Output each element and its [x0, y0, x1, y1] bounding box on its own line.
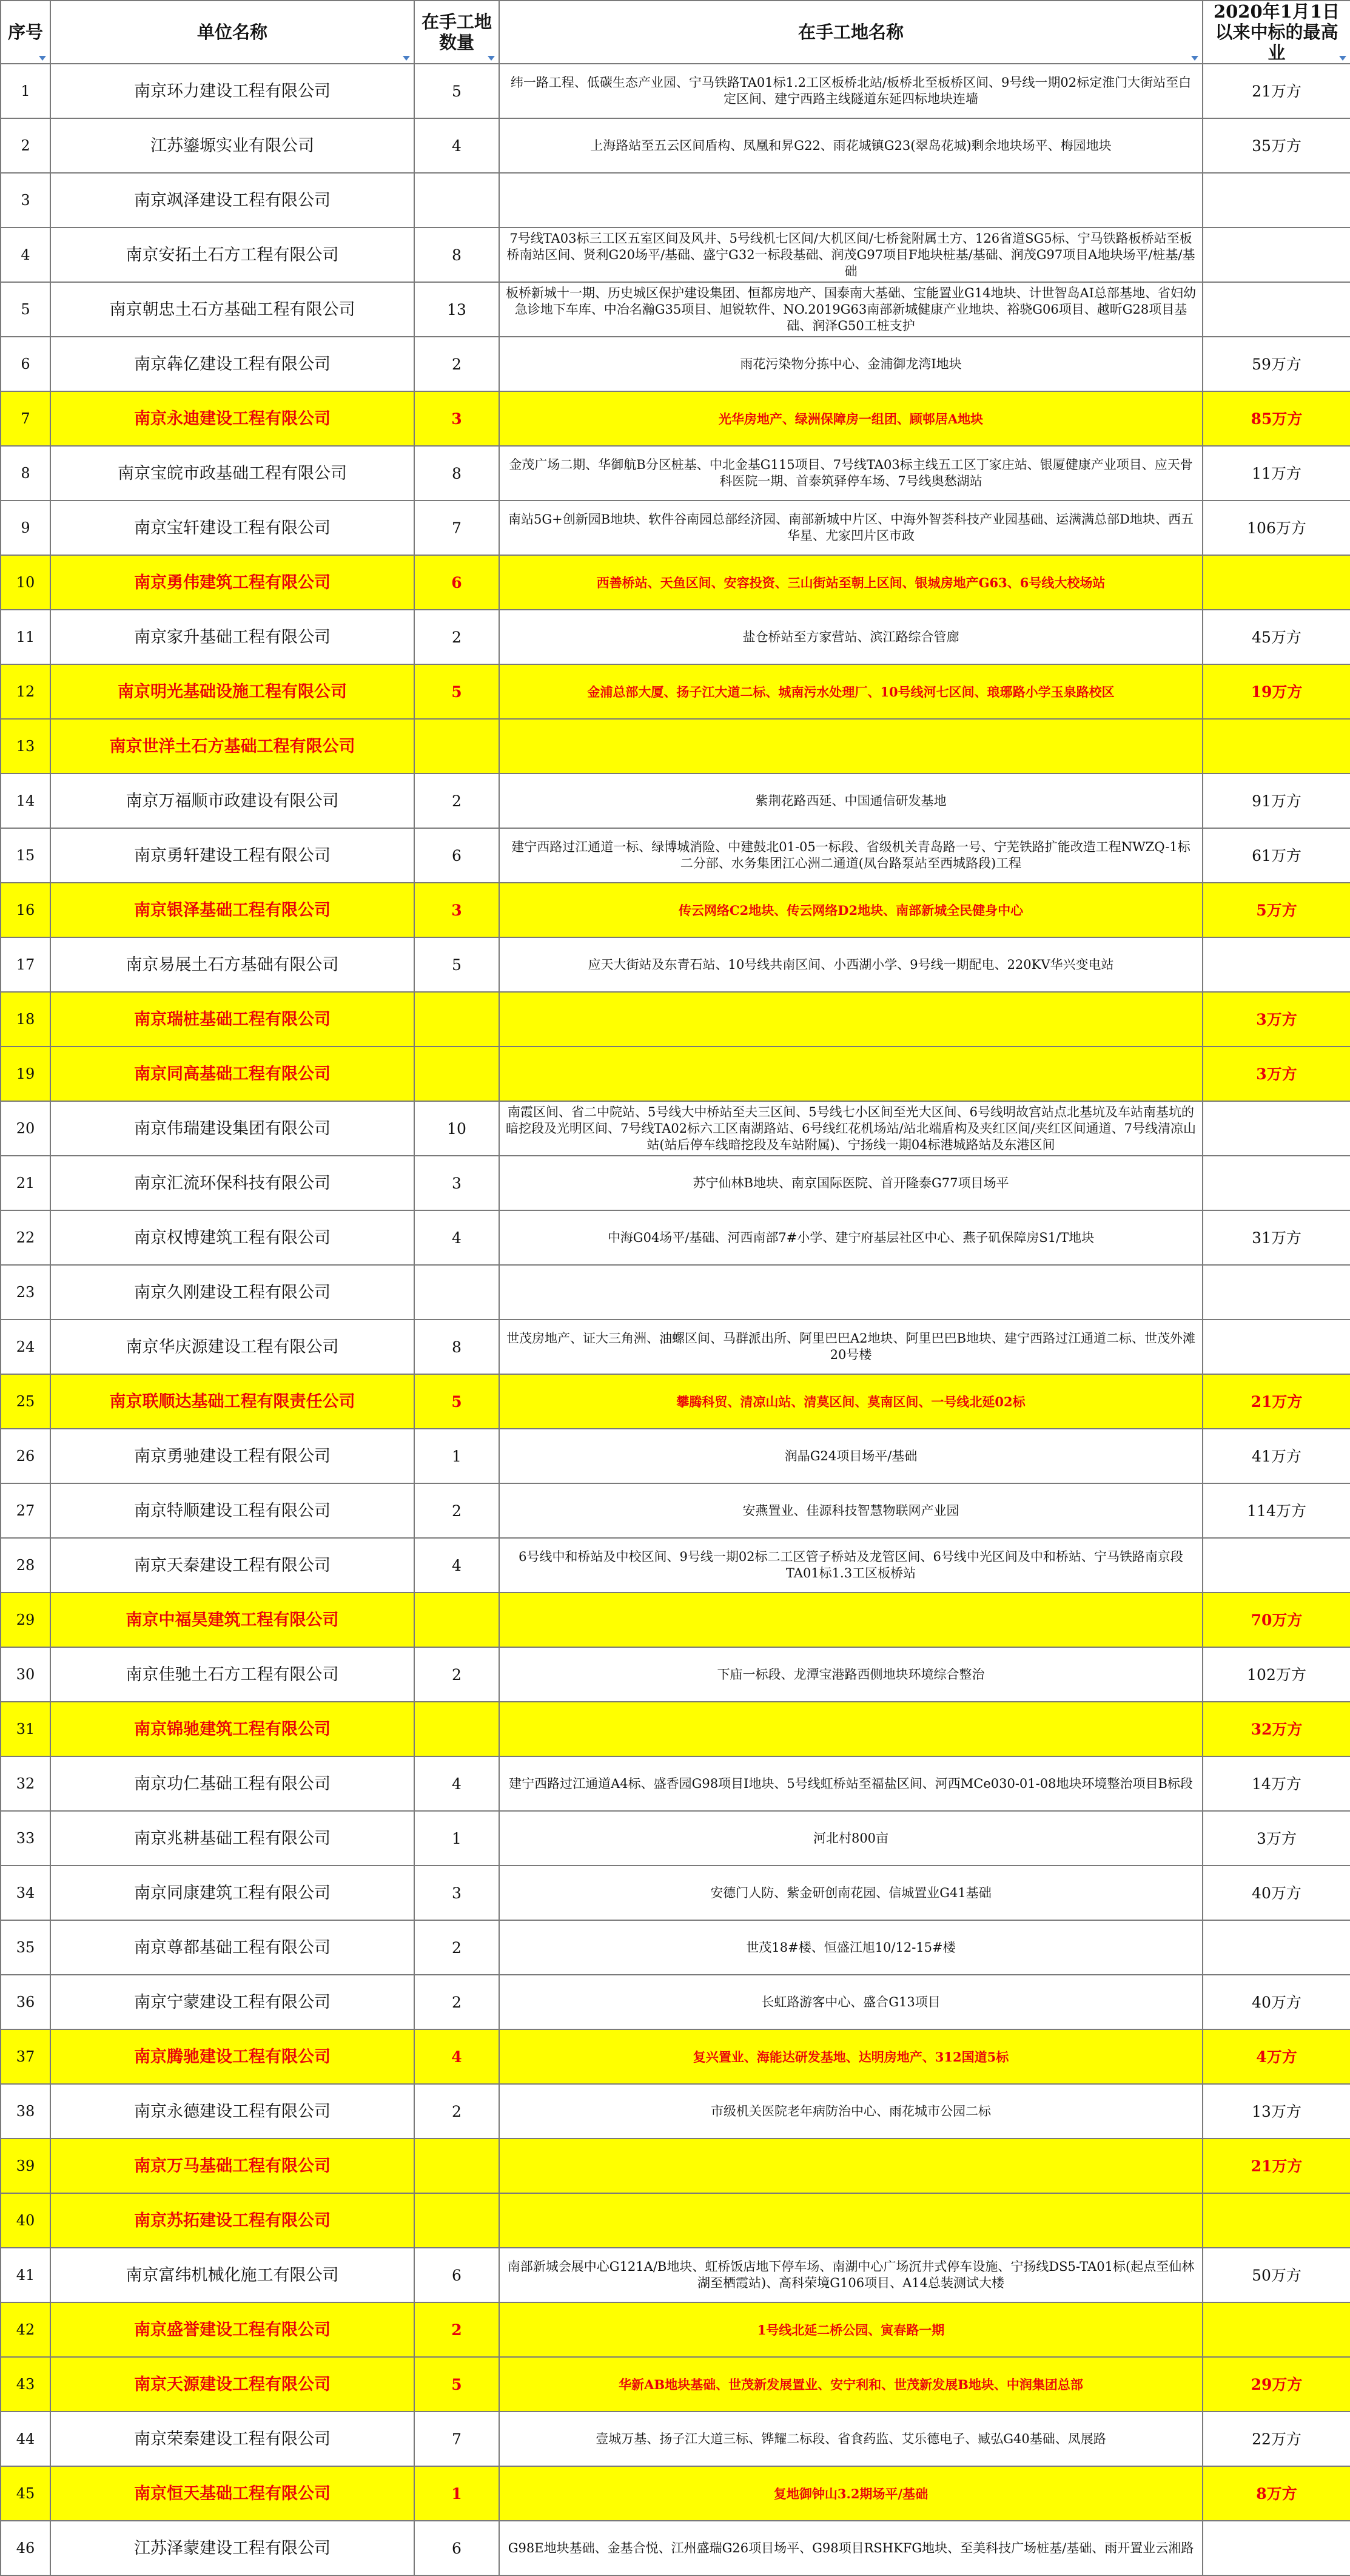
cell-company-name[interactable]: 南京飒泽建设工程有限公司 [50, 173, 414, 228]
cell-seq[interactable]: 39 [1, 2139, 50, 2193]
cell-max-bid[interactable]: 40万方 [1203, 1975, 1350, 2029]
cell-site-count[interactable]: 6 [414, 828, 499, 883]
cell-max-bid[interactable] [1203, 2193, 1350, 2248]
cell-site-names[interactable]: 润晶G24项目场平/基础 [499, 1429, 1203, 1483]
cell-seq[interactable]: 38 [1, 2084, 50, 2139]
table-row [1, 1047, 1350, 1101]
cell-company-name[interactable]: 南京权博建筑工程有限公司 [50, 1210, 414, 1265]
cell-seq[interactable]: 20 [1, 1101, 50, 1156]
table-row [1, 828, 1350, 883]
cell-max-bid[interactable]: 70万方 [1203, 1593, 1350, 1647]
cell-seq[interactable]: 40 [1, 2193, 50, 2248]
header-count[interactable] [414, 1, 499, 64]
table-row [1, 1265, 1350, 1320]
cell-site-count[interactable] [414, 992, 499, 1047]
cell-company-name[interactable]: 南京明光基础设施工程有限公司 [50, 664, 414, 719]
cell-max-bid[interactable]: 19万方 [1203, 664, 1350, 719]
header-name[interactable] [50, 1, 414, 64]
cell-company-name[interactable]: 南京佳驰土石方工程有限公司 [50, 1647, 414, 1702]
cell-max-bid[interactable]: 3万方 [1203, 1811, 1350, 1866]
cell-company-name[interactable]: 江苏鎏塬实业有限公司 [50, 118, 414, 173]
cell-company-name[interactable]: 南京家升基础工程有限公司 [50, 610, 414, 664]
cell-site-count[interactable] [414, 1593, 499, 1647]
cell-max-bid[interactable]: 14万方 [1203, 1756, 1350, 1811]
cell-max-bid[interactable] [1203, 719, 1350, 774]
header-price-label: 2020年1月1日以来中标的最高业 [1213, 1, 1340, 63]
cell-company-name[interactable]: 南京安拓土石方工程有限公司 [50, 228, 414, 282]
cell-max-bid[interactable]: 21万方 [1203, 1374, 1350, 1429]
table-row [1, 1866, 1350, 1920]
cell-site-count[interactable]: 2 [414, 1647, 499, 1702]
cell-seq[interactable]: 24 [1, 1320, 50, 1374]
cell-site-count[interactable]: 8 [414, 1320, 499, 1374]
cell-seq[interactable]: 22 [1, 1210, 50, 1265]
table-row [1, 118, 1350, 173]
cell-seq[interactable]: 44 [1, 2412, 50, 2466]
cell-max-bid[interactable]: 61万方 [1203, 828, 1350, 883]
cell-max-bid[interactable] [1203, 2302, 1350, 2357]
cell-seq[interactable]: 27 [1, 1483, 50, 1538]
table-row [1, 1320, 1350, 1374]
cell-company-name[interactable]: 南京锦驰建筑工程有限公司 [50, 1702, 414, 1756]
cell-max-bid[interactable]: 3万方 [1203, 992, 1350, 1047]
filter-dropdown-icon[interactable] [1191, 56, 1198, 61]
cell-site-names[interactable] [499, 173, 1203, 228]
cell-site-names[interactable]: 建宁西路过江通道一标、绿博城消险、中建鼓北01-05一标段、省级机关青岛路一号、宁芜铁路扩能改造工程NWZQ-1标二分部、水务集团江心洲二通道(凤台路泵站至西城路段)工程 [499, 828, 1203, 883]
cell-max-bid[interactable] [1203, 555, 1350, 610]
cell-max-bid[interactable]: 22万方 [1203, 2412, 1350, 2466]
cell-seq[interactable]: 21 [1, 1156, 50, 1210]
cell-max-bid[interactable]: 35万方 [1203, 118, 1350, 173]
cell-site-names[interactable]: 南霞区间、省二中院站、5号线大中桥站至夫三区间、5号线七小区间至光大区间、6号线明故宫站点北基坑及车站南基坑的暗挖段及光明区间、7号线TA02标六工区南湖路站、6号线红花机场站/站北端盾构及夹红区间/夹红区间通道、7号线清凉山站(站后停车线暗挖段及车站附属)、宁扬线一期04标港城路站及东港区间 [499, 1101, 1203, 1156]
cell-seq[interactable]: 37 [1, 2029, 50, 2084]
cell-site-count[interactable]: 4 [414, 1210, 499, 1265]
cell-site-names[interactable]: 世茂房地产、证大三角洲、油螺区间、马群派出所、阿里巴巴A2地块、阿里巴巴B地块、建宁西路过江通道二标、世茂外滩20号楼 [499, 1320, 1203, 1374]
cell-seq[interactable]: 26 [1, 1429, 50, 1483]
table-row [1, 2139, 1350, 2193]
table-row [1, 1101, 1350, 1156]
cell-site-names[interactable]: 河北村800亩 [499, 1811, 1203, 1866]
cell-site-names[interactable] [499, 719, 1203, 774]
cell-site-count[interactable]: 2 [414, 2084, 499, 2139]
cell-max-bid[interactable] [1203, 282, 1350, 337]
table-row [1, 1811, 1350, 1866]
table-row [1, 228, 1350, 282]
cell-site-names[interactable]: 6号线中和桥站及中校区间、9号线一期02标二工区管子桥站及龙管区间、6号线中光区间及中和桥站、宁马铁路南京段TA01标1.3工区板桥站 [499, 1538, 1203, 1593]
cell-max-bid[interactable] [1203, 2521, 1350, 2575]
cell-site-count[interactable]: 2 [414, 610, 499, 664]
cell-company-name[interactable]: 南京朝忠土石方基础工程有限公司 [50, 282, 414, 337]
cell-site-names[interactable]: 传云网络C2地块、传云网络D2地块、南部新城全民健身中心 [499, 883, 1203, 937]
cell-seq[interactable]: 9 [1, 501, 50, 555]
cell-site-names[interactable] [499, 1702, 1203, 1756]
cell-seq[interactable]: 32 [1, 1756, 50, 1811]
cell-company-name[interactable]: 南京万福顺市政建设有限公司 [50, 774, 414, 828]
cell-seq[interactable]: 35 [1, 1920, 50, 1975]
cell-site-names[interactable]: 南站5G+创新园B地块、软件谷南园总部经济园、南部新城中片区、中海外智荟科技产业园基础、运满满总部D地块、西五华星、尤家凹片区市政 [499, 501, 1203, 555]
cell-seq[interactable]: 16 [1, 883, 50, 937]
cell-seq[interactable]: 30 [1, 1647, 50, 1702]
cell-company-name[interactable]: 南京中福昊建筑工程有限公司 [50, 1593, 414, 1647]
cell-site-names[interactable] [499, 2139, 1203, 2193]
cell-site-names[interactable]: 西善桥站、天鱼区间、安容投资、三山街站至朝上区间、银城房地产G63、6号线大校场站 [499, 555, 1203, 610]
cell-site-names[interactable]: 中海G04场平/基础、河西南部7#小学、建宁府基层社区中心、燕子矶保障房S1/T地块 [499, 1210, 1203, 1265]
filter-dropdown-icon[interactable] [488, 56, 495, 61]
cell-site-count[interactable] [414, 173, 499, 228]
table-row [1, 1702, 1350, 1756]
cell-seq[interactable]: 34 [1, 1866, 50, 1920]
cell-seq[interactable]: 36 [1, 1975, 50, 2029]
cell-max-bid[interactable]: 59万方 [1203, 337, 1350, 391]
cell-site-names[interactable]: 7号线TA03标三工区五室区间及风井、5号线机七区间/大机区间/七桥瓮附属土方、126省道SG5标、宁马铁路板桥站至板桥南站区间、贤利G20场平/基础、盛宁G32一标段基础、润茂G97项目F地块桩基/基础、润茂G97项目A地块场平/桩基/基础 [499, 228, 1203, 282]
cell-site-names[interactable]: 上海路站至五云区间盾构、凤凰和昇G22、雨花城镇G23(翠岛花城)剩余地块场平、梅园地块 [499, 118, 1203, 173]
cell-seq[interactable]: 13 [1, 719, 50, 774]
cell-site-names[interactable]: 金浦总部大厦、扬子江大道二标、城南污水处理厂、10号线河七区间、琅琊路小学玉泉路校区 [499, 664, 1203, 719]
cell-company-name[interactable]: 南京华庆源建设工程有限公司 [50, 1320, 414, 1374]
cell-company-name[interactable]: 南京盛誉建设工程有限公司 [50, 2302, 414, 2357]
cell-company-name[interactable]: 南京荣秦建设工程有限公司 [50, 2412, 414, 2466]
table-row [1, 337, 1350, 391]
table-row [1, 1920, 1350, 1975]
cell-company-name[interactable]: 南京天源建设工程有限公司 [50, 2357, 414, 2412]
cell-seq[interactable]: 4 [1, 228, 50, 282]
cell-site-names[interactable]: 板桥新城十一期、历史城区保护建设集团、恒都房地产、国泰南大基础、宝能置业G14地块、计世智岛AI总部基地、省妇幼急诊地下车库、中冶名瀚G35项目、旭锐软件、NO.2019G63南部新城健康产业地块、裕骁G06项目、越昕G28项目基础、润泽G50工桩支护 [499, 282, 1203, 337]
cell-site-count[interactable]: 4 [414, 118, 499, 173]
cell-max-bid[interactable] [1203, 173, 1350, 228]
table-row [1, 1538, 1350, 1593]
table-row [1, 883, 1350, 937]
table-row [1, 1374, 1350, 1429]
cell-seq[interactable]: 31 [1, 1702, 50, 1756]
table-row [1, 719, 1350, 774]
header-sites-label: 在手工地名称 [798, 22, 904, 42]
cell-site-count[interactable] [414, 2193, 499, 2248]
cell-company-name[interactable]: 南京苏拓建设工程有限公司 [50, 2193, 414, 2248]
cell-site-names[interactable]: 复兴置业、海能达研发基地、达明房地产、312国道5标 [499, 2029, 1203, 2084]
cell-site-names[interactable]: 光华房地产、绿洲保障房一组团、顾邨居A地块 [499, 391, 1203, 446]
cell-company-name[interactable]: 南京久刚建设工程有限公司 [50, 1265, 414, 1320]
cell-max-bid[interactable] [1203, 1101, 1350, 1156]
table-row [1, 64, 1350, 118]
cell-company-name[interactable]: 南京汇流环保科技有限公司 [50, 1156, 414, 1210]
cell-seq[interactable]: 5 [1, 282, 50, 337]
cell-max-bid[interactable]: 3万方 [1203, 1047, 1350, 1101]
cell-site-names[interactable]: 金茂广场二期、华御航B分区桩基、中北金基G115项目、7号线TA03标主线五工区丁家庄站、银厦健康产业项目、应天骨科医院一期、首泰筑驿停车场、7号线奥愁湖站 [499, 446, 1203, 501]
header-seq-label: 序号 [7, 22, 43, 42]
cell-seq[interactable]: 33 [1, 1811, 50, 1866]
cell-site-count[interactable]: 8 [414, 446, 499, 501]
cell-site-count[interactable] [414, 1265, 499, 1320]
table-row [1, 610, 1350, 664]
cell-site-count[interactable]: 13 [414, 282, 499, 337]
cell-seq[interactable]: 45 [1, 2466, 50, 2521]
cell-company-name[interactable]: 南京宁蒙建设工程有限公司 [50, 1975, 414, 2029]
cell-seq[interactable]: 46 [1, 2521, 50, 2575]
cell-company-name[interactable]: 南京兆耕基础工程有限公司 [50, 1811, 414, 1866]
cell-seq[interactable]: 6 [1, 337, 50, 391]
cell-seq[interactable]: 25 [1, 1374, 50, 1429]
cell-site-names[interactable]: 安燕置业、佳源科技智慧物联网产业园 [499, 1483, 1203, 1538]
cell-max-bid[interactable]: 114万方 [1203, 1483, 1350, 1538]
cell-site-count[interactable]: 5 [414, 937, 499, 992]
cell-company-name[interactable]: 江苏泽蒙建设工程有限公司 [50, 2521, 414, 2575]
table-row [1, 555, 1350, 610]
cell-seq[interactable]: 15 [1, 828, 50, 883]
cell-seq[interactable]: 42 [1, 2302, 50, 2357]
header-sites[interactable] [499, 1, 1203, 64]
cell-site-names[interactable] [499, 992, 1203, 1047]
cell-seq[interactable]: 29 [1, 1593, 50, 1647]
cell-site-names[interactable]: 长虹路游客中心、盛合G13项目 [499, 1975, 1203, 2029]
cell-site-count[interactable]: 2 [414, 337, 499, 391]
cell-site-count[interactable]: 4 [414, 1756, 499, 1811]
cell-site-count[interactable]: 2 [414, 2302, 499, 2357]
filter-dropdown-icon[interactable] [1339, 56, 1346, 61]
cell-max-bid[interactable]: 21万方 [1203, 64, 1350, 118]
cell-site-names[interactable]: 纬一路工程、低碳生态产业园、宁马铁路TA01标1.2工区板桥北站/板桥北至板桥区间、9号线一期02标定淮门大街站至白定区间、建宁西路主线隧道东延四标地块连墙 [499, 64, 1203, 118]
cell-seq[interactable]: 7 [1, 391, 50, 446]
cell-company-name[interactable]: 南京功仁基础工程有限公司 [50, 1756, 414, 1811]
cell-site-count[interactable]: 5 [414, 1374, 499, 1429]
cell-max-bid[interactable]: 29万方 [1203, 2357, 1350, 2412]
cell-company-name[interactable]: 南京万马基础工程有限公司 [50, 2139, 414, 2193]
table-row [1, 173, 1350, 228]
filter-dropdown-icon[interactable] [403, 56, 410, 61]
cell-company-name[interactable]: 南京同高基础工程有限公司 [50, 1047, 414, 1101]
cell-company-name[interactable]: 南京世洋土石方基础工程有限公司 [50, 719, 414, 774]
cell-company-name[interactable]: 南京银泽基础工程有限公司 [50, 883, 414, 937]
table-row [1, 2248, 1350, 2302]
cell-seq[interactable]: 41 [1, 2248, 50, 2302]
cell-company-name[interactable]: 南京勇伟建筑工程有限公司 [50, 555, 414, 610]
table-row [1, 2466, 1350, 2521]
cell-company-name[interactable]: 南京富纬机械化施工有限公司 [50, 2248, 414, 2302]
cell-site-names[interactable] [499, 2193, 1203, 2248]
table-row [1, 1210, 1350, 1265]
cell-max-bid[interactable] [1203, 228, 1350, 282]
table-row [1, 2357, 1350, 2412]
cell-site-names[interactable]: 应天大街站及东青石站、10号线共南区间、小西湖小学、9号线一期配电、220KV华兴变电站 [499, 937, 1203, 992]
table-row [1, 2302, 1350, 2357]
cell-site-names[interactable]: 世茂18#楼、恒盛江旭10/12-15#楼 [499, 1920, 1203, 1975]
cell-company-name[interactable]: 南京永迪建设工程有限公司 [50, 391, 414, 446]
cell-site-count[interactable] [414, 1047, 499, 1101]
cell-site-names[interactable]: G98E地块基础、金基合悦、江州盛瑞G26项目场平、G98项目RSHKFG地块、至美科技广场桩基/基础、雨开置业云湘路 [499, 2521, 1203, 2575]
cell-site-names[interactable]: 紫荆花路西延、中国通信研发基地 [499, 774, 1203, 828]
table-row [1, 1975, 1350, 2029]
cell-seq[interactable]: 10 [1, 555, 50, 610]
cell-site-count[interactable]: 3 [414, 391, 499, 446]
cell-seq[interactable]: 2 [1, 118, 50, 173]
cell-max-bid[interactable]: 41万方 [1203, 1429, 1350, 1483]
header-name-label: 单位名称 [196, 22, 267, 42]
cell-site-names[interactable]: 壹城万基、扬子江大道三标、铧耀二标段、省食药监、艾乐德电子、臧弘G40基础、凤展路 [499, 2412, 1203, 2466]
cell-company-name[interactable]: 南京宝皖市政基础工程有限公司 [50, 446, 414, 501]
table-row [1, 1156, 1350, 1210]
cell-site-count[interactable]: 7 [414, 501, 499, 555]
table-row [1, 1647, 1350, 1702]
cell-max-bid[interactable] [1203, 1320, 1350, 1374]
cell-site-names[interactable] [499, 1265, 1203, 1320]
table-row [1, 446, 1350, 501]
cell-seq[interactable]: 14 [1, 774, 50, 828]
cell-site-count[interactable]: 2 [414, 1975, 499, 2029]
cell-max-bid[interactable]: 32万方 [1203, 1702, 1350, 1756]
header-price[interactable] [1203, 1, 1350, 64]
table-row [1, 282, 1350, 337]
cell-seq[interactable]: 23 [1, 1265, 50, 1320]
cell-site-count[interactable]: 10 [414, 1101, 499, 1156]
cell-site-names[interactable] [499, 1593, 1203, 1647]
cell-max-bid[interactable]: 8万方 [1203, 2466, 1350, 2521]
cell-company-name[interactable]: 南京联顺达基础工程有限责任公司 [50, 1374, 414, 1429]
cell-site-count[interactable]: 2 [414, 1483, 499, 1538]
cell-site-count[interactable] [414, 1702, 499, 1756]
cell-company-name[interactable]: 南京伟瑞建设集团有限公司 [50, 1101, 414, 1156]
cell-site-count[interactable]: 4 [414, 2029, 499, 2084]
table-row [1, 1593, 1350, 1647]
cell-site-count[interactable]: 7 [414, 2412, 499, 2466]
cell-max-bid[interactable]: 11万方 [1203, 446, 1350, 501]
cell-site-names[interactable]: 南部新城会展中心G121A/B地块、虹桥饭店地下停车场、南湖中心广场沉井式停车设施、宁扬线DS5-TA01标(起点至仙林湖至栖霞站)、高科荣境G106项目、A14总装测试大楼 [499, 2248, 1203, 2302]
cell-company-name[interactable]: 南京腾驰建设工程有限公司 [50, 2029, 414, 2084]
table-row [1, 774, 1350, 828]
table-row [1, 2029, 1350, 2084]
cell-max-bid[interactable] [1203, 1265, 1350, 1320]
cell-company-name[interactable]: 南京恒天基础工程有限公司 [50, 2466, 414, 2521]
cell-site-names[interactable] [499, 1047, 1203, 1101]
cell-site-names[interactable]: 安德门人防、紫金研创南花园、信城置业G41基础 [499, 1866, 1203, 1920]
cell-max-bid[interactable]: 4万方 [1203, 2029, 1350, 2084]
cell-max-bid[interactable]: 102万方 [1203, 1647, 1350, 1702]
cell-site-names[interactable]: 建宁西路过江通道A4标、盛香园G98项目I地块、5号线虹桥站至福盐区间、河西MCe030-01-08地块环境整治项目B标段 [499, 1756, 1203, 1811]
cell-max-bid[interactable]: 91万方 [1203, 774, 1350, 828]
cell-company-name[interactable]: 南京同康建筑工程有限公司 [50, 1866, 414, 1920]
table-row [1, 1756, 1350, 1811]
cell-seq[interactable]: 43 [1, 2357, 50, 2412]
cell-company-name[interactable]: 南京瑞桩基础工程有限公司 [50, 992, 414, 1047]
header-seq[interactable] [1, 1, 50, 64]
cell-max-bid[interactable] [1203, 937, 1350, 992]
cell-seq[interactable]: 28 [1, 1538, 50, 1593]
cell-site-count[interactable]: 6 [414, 2248, 499, 2302]
table-row [1, 2193, 1350, 2248]
cell-seq[interactable]: 11 [1, 610, 50, 664]
cell-max-bid[interactable]: 5万方 [1203, 883, 1350, 937]
table-row [1, 2412, 1350, 2466]
cell-max-bid[interactable]: 40万方 [1203, 1866, 1350, 1920]
table-row [1, 2084, 1350, 2139]
cell-site-count[interactable]: 1 [414, 2466, 499, 2521]
cell-site-names[interactable]: 市级机关医院老年病防治中心、雨花城市公园二标 [499, 2084, 1203, 2139]
cell-site-count[interactable]: 4 [414, 1538, 499, 1593]
cell-company-name[interactable]: 南京易展土石方基础有限公司 [50, 937, 414, 992]
cell-company-name[interactable]: 南京永德建设工程有限公司 [50, 2084, 414, 2139]
cell-max-bid[interactable]: 13万方 [1203, 2084, 1350, 2139]
cell-site-count[interactable]: 3 [414, 1866, 499, 1920]
cell-seq[interactable]: 12 [1, 664, 50, 719]
cell-site-names[interactable]: 华新AB地块基础、世茂新发展置业、安宁利和、世茂新发展B地块、中润集团总部 [499, 2357, 1203, 2412]
cell-site-count[interactable]: 5 [414, 2357, 499, 2412]
cell-max-bid[interactable]: 106万方 [1203, 501, 1350, 555]
table-row [1, 992, 1350, 1047]
cell-site-names[interactable]: 苏宁仙林B地块、南京国际医院、首开隆泰G77项目场平 [499, 1156, 1203, 1210]
cell-max-bid[interactable]: 45万方 [1203, 610, 1350, 664]
cell-max-bid[interactable] [1203, 1538, 1350, 1593]
cell-site-names[interactable]: 复地御钟山3.2期场平/基础 [499, 2466, 1203, 2521]
cell-site-names[interactable]: 雨花污染物分拣中心、金浦御龙湾I地块 [499, 337, 1203, 391]
cell-site-count[interactable] [414, 2139, 499, 2193]
cell-site-names[interactable]: 1号线北延二桥公园、寅春路一期 [499, 2302, 1203, 2357]
cell-site-count[interactable]: 8 [414, 228, 499, 282]
cell-site-count[interactable]: 5 [414, 664, 499, 719]
cell-company-name[interactable]: 南京天秦建设工程有限公司 [50, 1538, 414, 1593]
table-row [1, 501, 1350, 555]
cell-site-count[interactable]: 1 [414, 1811, 499, 1866]
table-row [1, 391, 1350, 446]
header-row [1, 1, 1350, 64]
table-body [1, 64, 1350, 2575]
cell-seq[interactable]: 19 [1, 1047, 50, 1101]
filter-dropdown-icon[interactable] [39, 56, 46, 61]
table-row [1, 664, 1350, 719]
cell-site-count[interactable] [414, 719, 499, 774]
cell-company-name[interactable]: 南京特顺建设工程有限公司 [50, 1483, 414, 1538]
cell-company-name[interactable]: 南京环力建设工程有限公司 [50, 64, 414, 118]
cell-seq[interactable]: 1 [1, 64, 50, 118]
table-row [1, 937, 1350, 992]
header-count-label: 在手工地数量 [421, 12, 492, 53]
cell-site-count[interactable]: 2 [414, 774, 499, 828]
cell-site-count[interactable]: 6 [414, 555, 499, 610]
cell-site-count[interactable]: 3 [414, 1156, 499, 1210]
cell-max-bid[interactable]: 50万方 [1203, 2248, 1350, 2302]
cell-seq[interactable]: 17 [1, 937, 50, 992]
table-row [1, 1429, 1350, 1483]
table-row [1, 2521, 1350, 2575]
cell-site-count[interactable]: 1 [414, 1429, 499, 1483]
cell-company-name[interactable]: 南京勇轩建设工程有限公司 [50, 828, 414, 883]
cell-company-name[interactable]: 南京勇驰建设工程有限公司 [50, 1429, 414, 1483]
cell-seq[interactable]: 8 [1, 446, 50, 501]
cell-company-name[interactable]: 南京犇亿建设工程有限公司 [50, 337, 414, 391]
cell-seq[interactable]: 18 [1, 992, 50, 1047]
cell-site-count[interactable]: 2 [414, 1920, 499, 1975]
cell-site-names[interactable]: 盐仓桥站至方家营站、滨江路综合管廊 [499, 610, 1203, 664]
cell-max-bid[interactable] [1203, 1156, 1350, 1210]
cell-company-name[interactable]: 南京宝轩建设工程有限公司 [50, 501, 414, 555]
cell-max-bid[interactable] [1203, 1920, 1350, 1975]
cell-site-count[interactable]: 6 [414, 2521, 499, 2575]
cell-company-name[interactable]: 南京尊都基础工程有限公司 [50, 1920, 414, 1975]
cell-max-bid[interactable]: 85万方 [1203, 391, 1350, 446]
cell-site-count[interactable]: 5 [414, 64, 499, 118]
cell-seq[interactable]: 3 [1, 173, 50, 228]
cell-site-names[interactable]: 下庙一标段、龙潭宝港路西侧地块环境综合整治 [499, 1647, 1203, 1702]
cell-site-names[interactable]: 攀腾科贸、清凉山站、清莫区间、莫南区间、一号线北延02标 [499, 1374, 1203, 1429]
table-row [1, 1483, 1350, 1538]
cell-max-bid[interactable]: 21万方 [1203, 2139, 1350, 2193]
cell-max-bid[interactable]: 31万方 [1203, 1210, 1350, 1265]
cell-site-count[interactable]: 3 [414, 883, 499, 937]
